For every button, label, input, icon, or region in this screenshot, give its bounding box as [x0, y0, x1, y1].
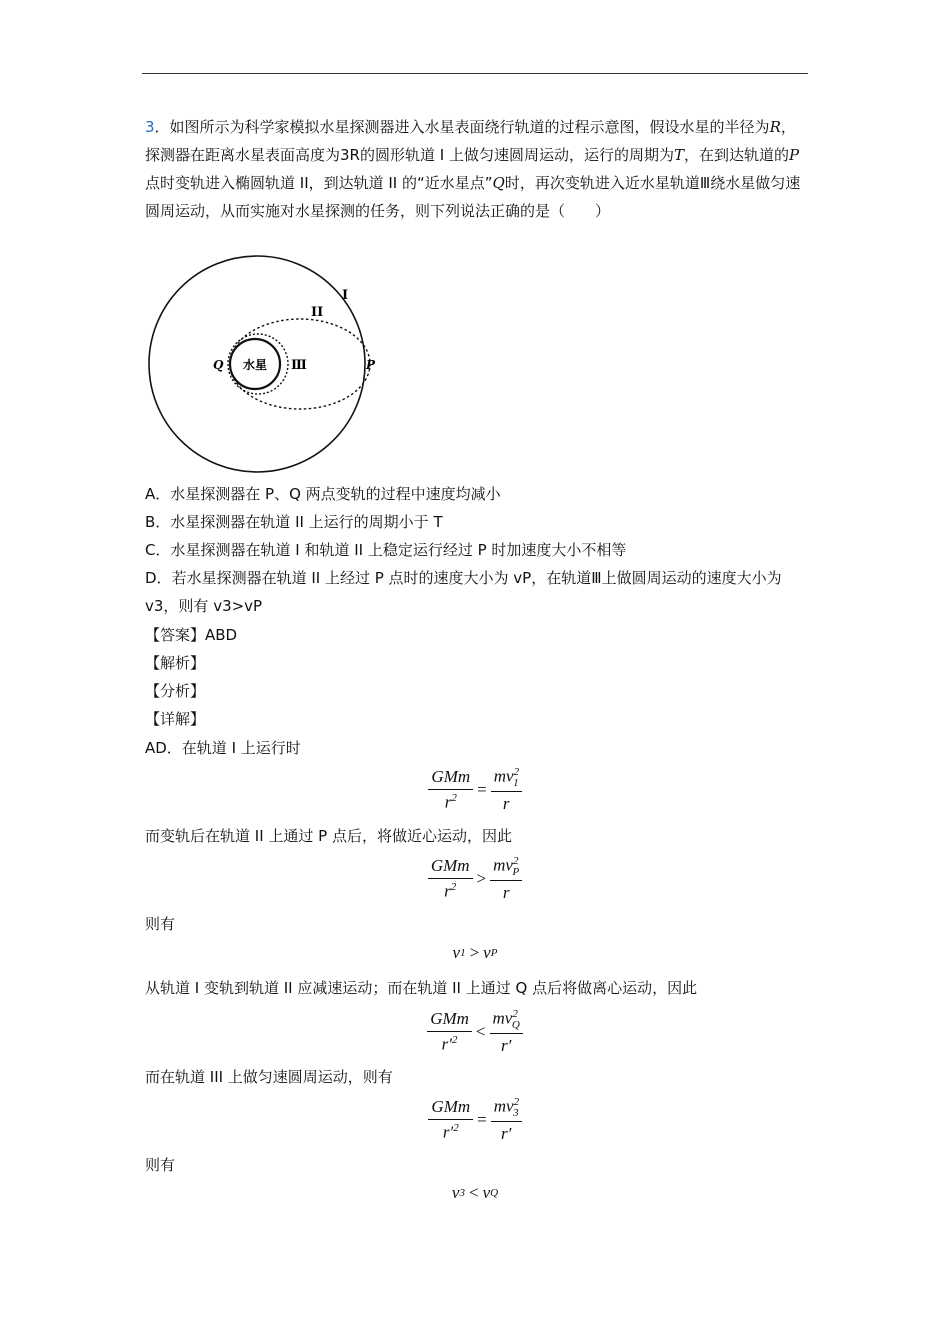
equation-2: $\frac{\text{GMm}}{r^2}$ > $\frac{mv^2_P}{r}$: [0, 855, 950, 903]
solution-line-6: 则有: [145, 1156, 176, 1174]
question-number: 3: [145, 118, 155, 136]
answer: 【答案】ABD: [145, 626, 238, 644]
solution-line-4: 从轨道 I 变轨到轨道 II 应减速运动；而在轨道 II 上通过 Q 点后将做离心运动，因此: [145, 979, 698, 997]
solution-line-3: 则有: [145, 915, 176, 933]
option-b: B．水星探测器在轨道 II 上运行的周期小于 T: [145, 513, 443, 531]
orbit-III-label: Ⅲ: [291, 358, 307, 373]
solution-line-2: 而变轨后在轨道 II 上通过 P 点后，将做近心运动，因此: [145, 827, 512, 845]
analysis-label: 【解析】: [145, 654, 206, 672]
orbit-I-label: I: [342, 288, 349, 303]
equation-6: v 3 < v Q: [451, 1183, 499, 1202]
point-P-label: P: [366, 358, 376, 372]
option-c: C．水星探测器在轨道 I 和轨道 II 上稳定运行经过 P 时加速度大小不相等: [145, 541, 627, 559]
option-d: D．若水星探测器在轨道 II 上经过 P 点时的速度大小为 vP，在轨道Ⅲ上做圆周运动的速度大小为 v3，则有 v3>vP: [145, 569, 782, 615]
equation-5: $\frac{\text{GMm}}{r'^2}$ = $\frac{mv^2_3}{r'}$: [0, 1096, 950, 1144]
equation-3: v 1 > v P: [452, 943, 498, 962]
orbit-II-label: II: [311, 305, 324, 320]
orbit-diagram: [140, 255, 390, 475]
solution-line-1: AD．在轨道 I 上运行时: [145, 739, 301, 757]
equation-1: $\frac{\text{GMm}}{r^2}$ = $\frac{mv^2_1}{r}$: [0, 766, 950, 814]
detail-label: 【详解】: [145, 710, 206, 728]
fenxi-label: 【分析】: [145, 682, 206, 700]
question-stem: 3．如图所示为科学家模拟水星探测器进入水星表面绕行轨道的过程示意图，假设水星的半径为R，探测器在距离水星表面高度为3R的圆形轨道 I 上做匀速圆周运动，运行的周期为T，在到达轨道的P点时变轨进入椭圆轨道 II，到达轨道 II 的“近水星点”Q时，再次变轨进入近水星轨道Ⅲ绕水星做匀速圆周运动，从而实施对水星探测的任务，则下列说法正确的是（ ）: [145, 118, 801, 220]
planet-label: 水星: [243, 358, 268, 372]
header-rule: [142, 73, 808, 74]
solution-line-5: 而在轨道 III 上做匀速圆周运动，则有: [145, 1068, 393, 1086]
equation-4: $\frac{\text{GMm}}{r'^2}$ < $\frac{mv^2_Q}{r'}$: [0, 1008, 950, 1056]
option-a: A．水星探测器在 P、Q 两点变轨的过程中速度均减小: [145, 485, 501, 503]
point-Q-label: Q: [213, 358, 224, 372]
